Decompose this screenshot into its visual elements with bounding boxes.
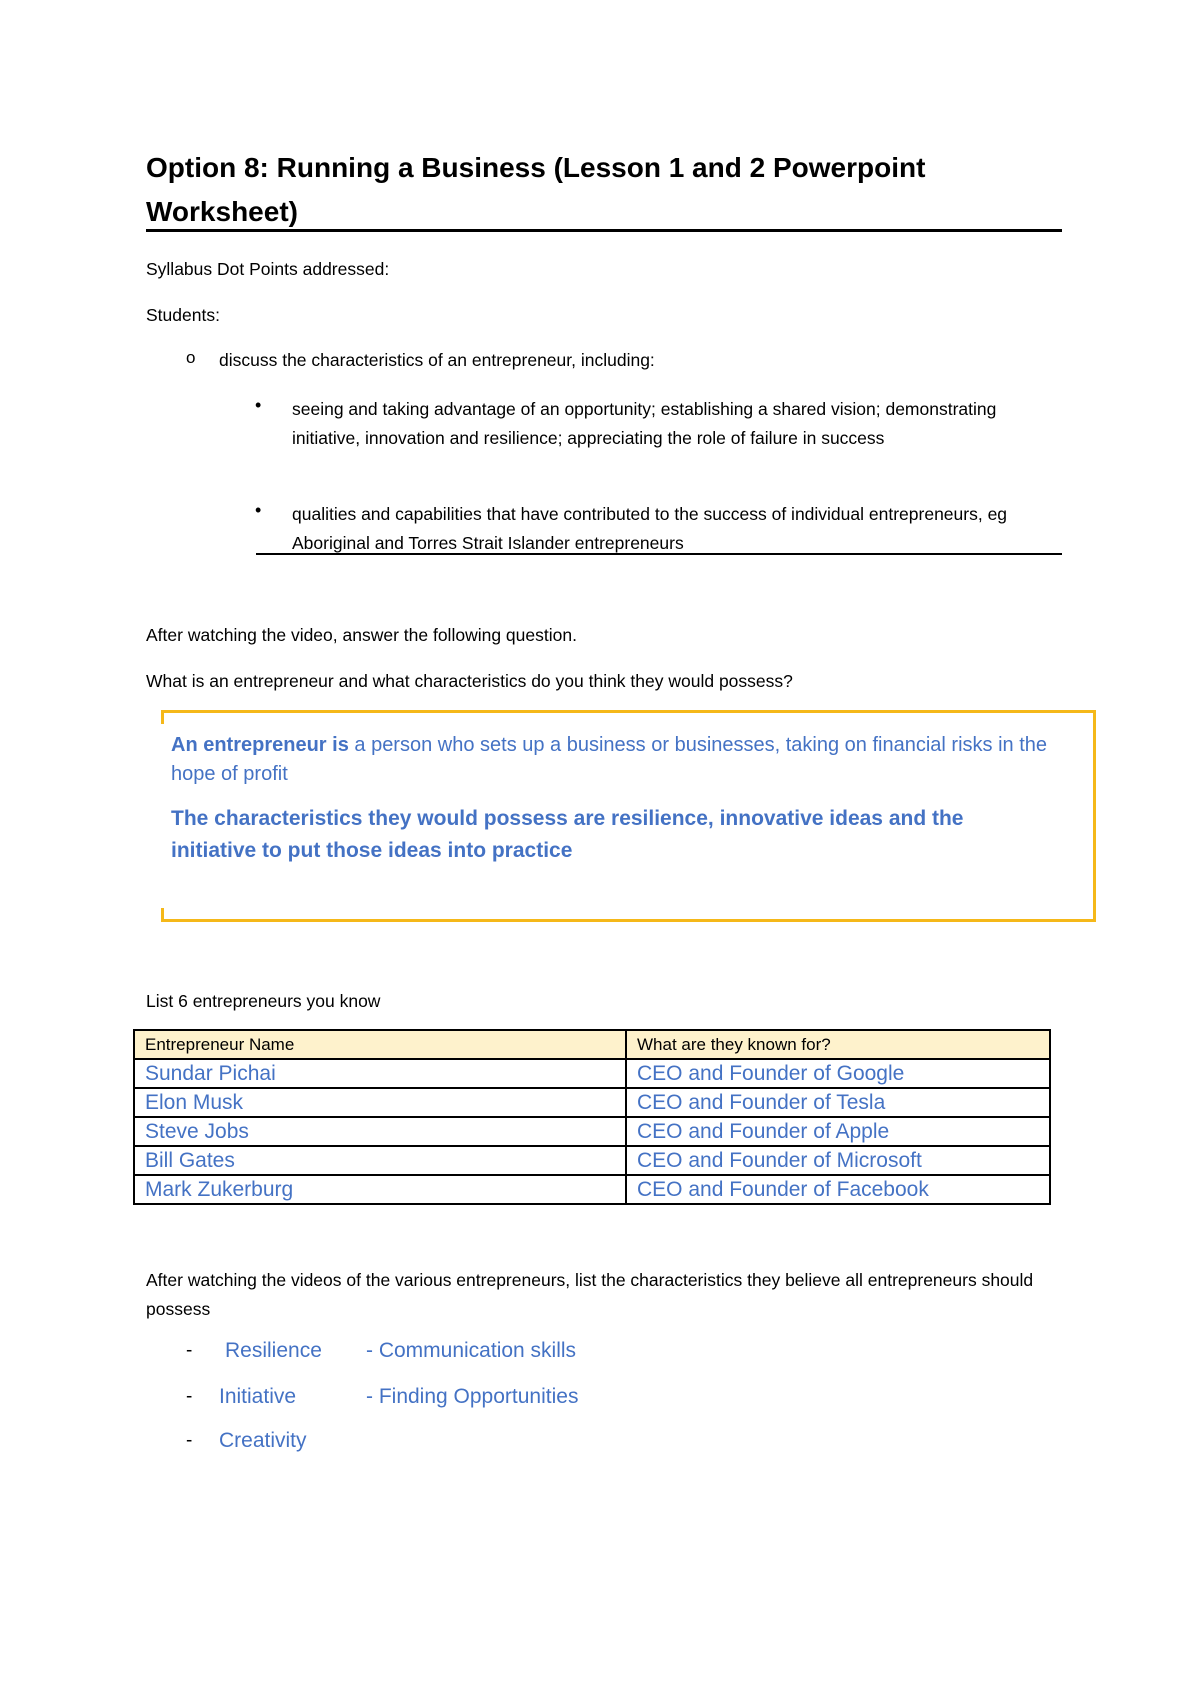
answer-box-corner [161, 710, 164, 724]
answer-definition-text: a person who sets up a business or businesses, taking on financial risks in the hope of profit [171, 734, 1047, 785]
known-for-cell: CEO and Founder of Microsoft [626, 1146, 1050, 1175]
sub-bullet-item: seeing and taking advantage of an opportunity; establishing a shared vision; demonstrating initiative, innovation and resilience; appreciating the role of failure in success [292, 399, 997, 448]
sub-bullet-item: qualities and capabilities that have contributed to the success of individual entrepreneurs, eg Aboriginal and Torres Strait Islander entrepreneurs [292, 504, 1008, 553]
table-row [134, 1088, 1050, 1117]
list-dash: - [186, 1386, 193, 1407]
answer-definition [171, 731, 1051, 789]
table-header-cell: Entrepreneur Name [134, 1030, 626, 1059]
instruction-text: After watching the video, answer the following question. [146, 625, 577, 645]
bullet-marker: • [255, 500, 262, 520]
known-for-cell: CEO and Founder of Google [626, 1059, 1050, 1088]
known-for-cell: CEO and Founder of Tesla [626, 1088, 1050, 1117]
entrepreneur-name-cell: Bill Gates [134, 1146, 626, 1175]
table-row [134, 1059, 1050, 1088]
entrepreneur-name-cell: Elon Musk [134, 1088, 626, 1117]
title-divider [146, 229, 1062, 232]
entrepreneur-name-cell: Steve Jobs [134, 1117, 626, 1146]
list-prompt: List 6 entrepreneurs you know [146, 991, 381, 1011]
list-dash: - [186, 1340, 193, 1361]
characteristic-item: - Finding Opportunities [366, 1385, 579, 1408]
table-row [134, 1146, 1050, 1175]
table-row [134, 1117, 1050, 1146]
characteristic-item: Initiative [219, 1385, 297, 1408]
known-for-cell: CEO and Founder of Apple [626, 1117, 1050, 1146]
page-title: Option 8: Running a Business (Lesson 1 and 2 Powerpoint Worksheet) [146, 152, 926, 227]
answer-characteristics: The characteristics they would possess are resilience, innovative ideas and the initiative to put those ideas into practice [171, 807, 964, 862]
outline-item-text: discuss the characteristics of an entrepreneur, including: [219, 350, 655, 370]
students-label: Students: [146, 305, 220, 325]
answer-definition-lead: An entrepreneur is [171, 734, 349, 756]
section-divider [256, 553, 1062, 555]
table-header-row [134, 1030, 1050, 1059]
characteristic-item: Creativity [219, 1429, 307, 1452]
table-header-cell: What are they known for? [626, 1030, 1050, 1059]
list-dash: - [186, 1430, 193, 1451]
syllabus-heading: Syllabus Dot Points addressed: [146, 259, 390, 279]
characteristic-item: Resilience [225, 1339, 322, 1362]
entrepreneur-name-cell: Sundar Pichai [134, 1059, 626, 1088]
instruction-text-2: After watching the videos of the various entrepreneurs, list the characteristics they believe all entrepreneurs should possess [146, 1270, 1034, 1319]
bullet-marker: • [255, 395, 262, 415]
characteristic-item: - Communication skills [366, 1339, 577, 1362]
table-row [134, 1175, 1050, 1204]
entrepreneur-name-cell: Mark Zukerburg [134, 1175, 626, 1204]
entrepreneur-table [133, 1029, 1051, 1205]
outline-marker: o [186, 348, 196, 367]
question-text: What is an entrepreneur and what characteristics do you think they would possess? [146, 671, 793, 691]
known-for-cell: CEO and Founder of Facebook [626, 1175, 1050, 1204]
answer-box-corner [161, 908, 164, 922]
